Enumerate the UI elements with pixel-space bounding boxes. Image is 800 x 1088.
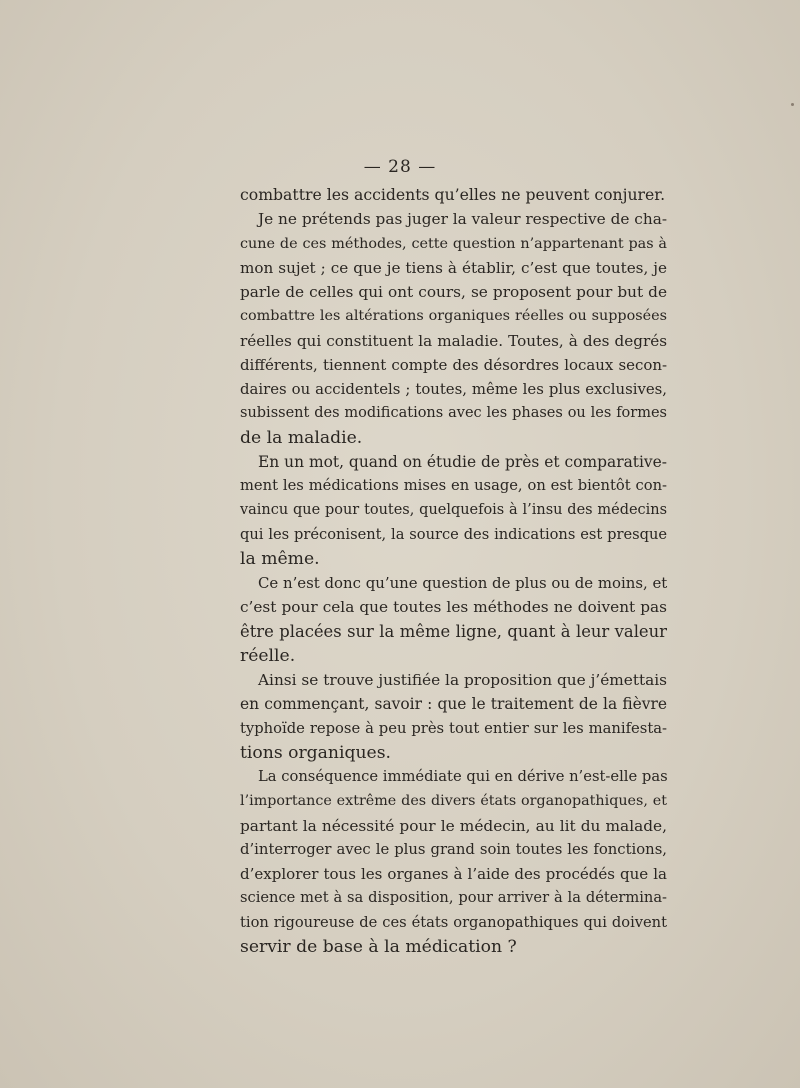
text-line: typhoïde repose à peu près tout entier sur les manifesta- [240,719,667,737]
text-line: qui les préconisent, la source des indications est presque [240,525,667,543]
text-line: d’explorer tous les organes à l’aide des procédés que la [240,865,667,883]
text-line: de la maladie. [240,427,363,448]
text-line: vaincu que pour toutes, quelquefois à l’insu des médecins [240,502,667,519]
body-text [240,183,667,959]
text-line: combattre les accidents qu’elles ne peuvent conjurer. [240,185,666,204]
text-line: combattre les altérations organiques réelles ou supposées [240,308,667,325]
text-line: cune de ces méthodes, cette question n’appartenant pas à [240,235,667,252]
text-line: c’est pour cela que toutes les méthodes ne doivent pas [240,598,667,617]
text-line: En un mot, quand on étudie de près et comparative- [258,452,667,471]
text-line: tions organiques. [240,742,392,763]
text-line: l’importance extrême des divers états organopathiques, et [240,793,667,810]
text-line: mon sujet ; ce que je tiens à établir, c’est que toutes, je [240,258,667,277]
text-line: tion rigoureuse de ces états organopathiques qui doivent [240,913,667,931]
text-line: Ainsi se trouve justifiée la proposition que j’émettais [258,671,667,689]
text-line: daires ou accidentels ; toutes, même les plus exclusives, [240,380,667,398]
text-line: ment les médications mises en usage, on est bientôt con- [240,477,667,494]
text-line: d’interroger avec le plus grand soin toutes les fonctions, [240,840,667,858]
text-line: réelle. [240,645,296,666]
paper-speck [791,103,794,106]
text-line: Je ne prétends pas juger la valeur respective de cha- [258,210,668,229]
text-line: subissent des modifications avec les phases ou les formes [240,405,667,422]
text-line: Ce n’est donc qu’une question de plus ou de moins, et [258,574,668,592]
text-line: La conséquence immédiate qui en dérive n’est-elle pas [258,768,668,785]
text-line: parle de celles qui ont cours, se proposent pour but de [240,283,667,301]
text-line: servir de base à la médication ? [240,936,517,957]
text-line: être placées sur la même ligne, quant à leur valeur [240,621,667,641]
text-line: science met à sa disposition, pour arriver à la détermina- [240,889,667,907]
page-number: — 28 — [363,157,437,177]
text-line: différents, tiennent compte des désordres locaux secon- [240,355,667,374]
text-line: partant la nécessité pour le médecin, au lit du malade, [240,816,667,835]
text-line: en commençant, savoir : que le traitement de la fièvre [240,695,667,714]
text-line: la même. [240,548,320,569]
text-line: réelles qui constituent la maladie. Toutes, à des degrés [240,331,667,350]
